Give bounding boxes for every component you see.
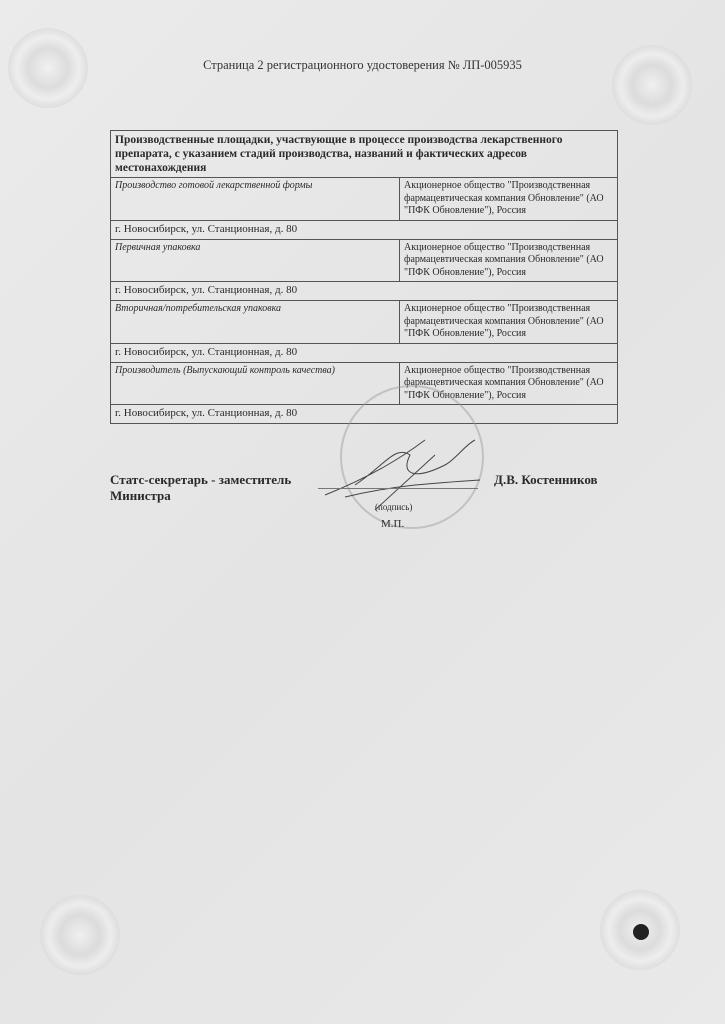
seal-caption: М.П. bbox=[381, 518, 405, 530]
signature-caption: (подпись) bbox=[375, 502, 413, 512]
company-cell: Акционерное общество "Производственная фармацевтическая компания Обновление" (АО "ПФК Обновление"), Россия bbox=[400, 362, 618, 405]
corner-rosette-bottom-left bbox=[40, 895, 120, 975]
corner-rosette-top-right bbox=[612, 45, 692, 125]
table-row bbox=[111, 301, 618, 344]
signature-line bbox=[318, 488, 478, 489]
address-cell: г. Новосибирск, ул. Станционная, д. 80 bbox=[111, 220, 618, 239]
stage-cell: Первичная упаковка bbox=[111, 239, 400, 282]
position-line-1: Статс-секретарь - заместитель bbox=[110, 472, 292, 487]
position-line-2: Министра bbox=[110, 488, 171, 503]
punch-hole-mark bbox=[633, 924, 649, 940]
address-cell: г. Новосибирск, ул. Станционная, д. 80 bbox=[111, 282, 618, 301]
company-cell: Акционерное общество "Производственная фармацевтическая компания Обновление" (АО "ПФК Обновление"), Россия bbox=[400, 239, 618, 282]
production-sites-table bbox=[110, 130, 618, 424]
table-heading: Производственные площадки, участвующие в процессе производства лекарственного препарата, с указанием стадий производства, названий и фактических адресов местонахождения bbox=[111, 131, 618, 178]
table-row bbox=[111, 178, 618, 221]
table-row bbox=[111, 239, 618, 282]
table-row bbox=[111, 362, 618, 405]
company-cell: Акционерное общество "Производственная фармацевтическая компания Обновление" (АО "ПФК Обновление"), Россия bbox=[400, 301, 618, 344]
stage-cell: Производство готовой лекарственной формы bbox=[111, 178, 400, 221]
signatory-name: Д.В. Костенников bbox=[494, 472, 598, 487]
signatory-position bbox=[110, 472, 291, 504]
address-cell: г. Новосибирск, ул. Станционная, д. 80 bbox=[111, 343, 618, 362]
page-title: Страница 2 регистрационного удостоверения № ЛП-005935 bbox=[203, 58, 522, 72]
address-cell: г. Новосибирск, ул. Станционная, д. 80 bbox=[111, 405, 618, 424]
stage-cell: Вторичная/потребительская упаковка bbox=[111, 301, 400, 344]
company-cell: Акционерное общество "Производственная фармацевтическая компания Обновление" (АО "ПФК Обновление"), Россия bbox=[400, 178, 618, 221]
stage-cell: Производитель (Выпускающий контроль качества) bbox=[111, 362, 400, 405]
